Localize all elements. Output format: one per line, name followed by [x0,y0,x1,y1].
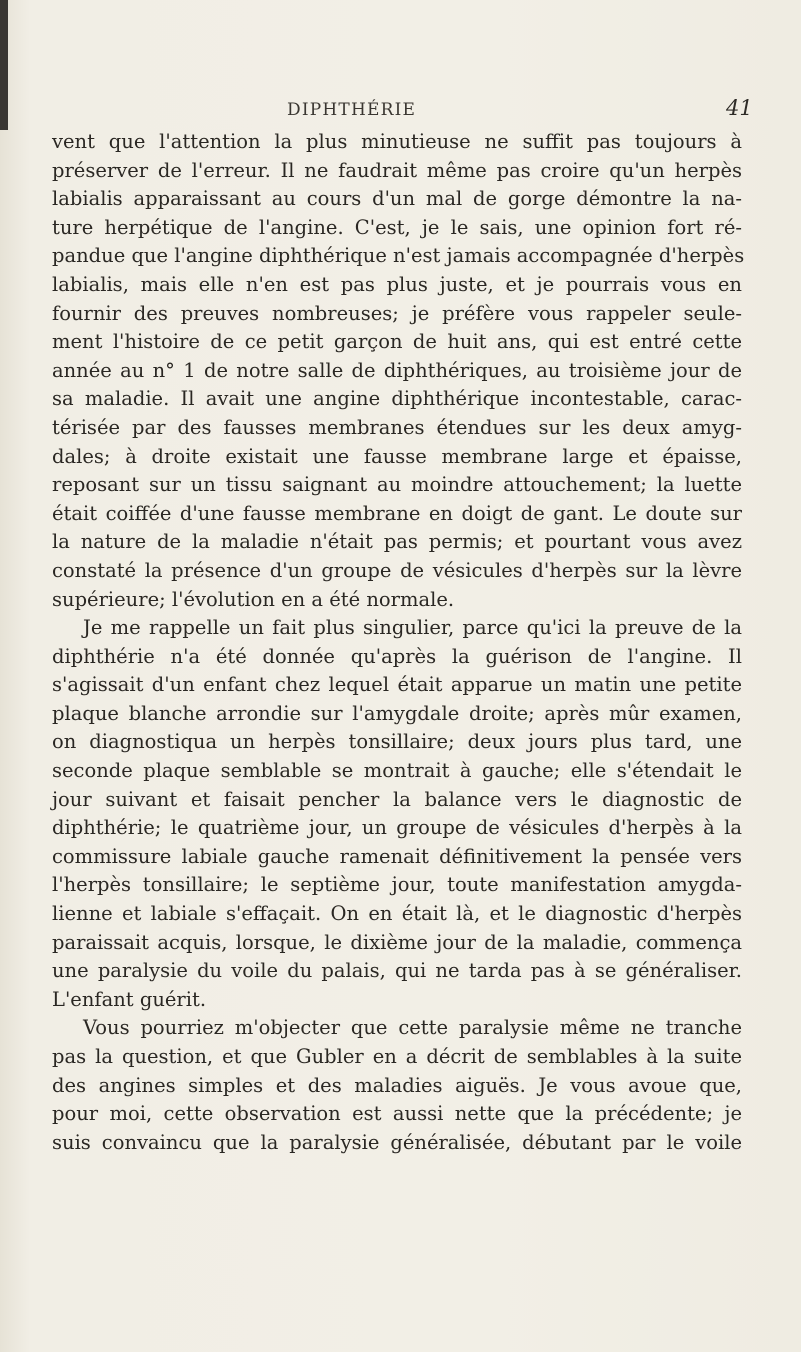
text-line: diphthérie n'a été donnée qu'après la guérison de l'angine. Il [52,644,742,668]
text-line: labialis, mais elle n'en est pas plus juste, et je pourrais vous en [52,272,742,296]
page-number: 41 [726,96,753,120]
text-line: vent que l'attention la plus minutieuse ne suffit pas toujours à [52,130,742,153]
text-line: reposant sur un tissu saignant au moindre attouchement; la luette [52,473,742,497]
text-line: térisée par des fausses membranes étendues sur les deux amyg- [52,415,742,439]
text-line: suis convaincu que la paralysie généralisée, débutant par le voile [52,1130,742,1154]
text-line: s'agissait d'un enfant chez lequel était apparue un matin une petite [52,673,742,697]
body-text [52,128,745,1157]
text-line: année au n° 1 de notre salle de diphthériques, au troisième jour de [52,358,742,382]
running-title: DIPHTHÉRIE [287,100,417,120]
text-line: lienne et labiale s'effaçait. On en était là, et le diagnostic d'herpès [52,902,742,926]
text-line: des angines simples et des maladies aiguës. Je vous avoue que, [52,1073,742,1097]
text-line: commissure labiale gauche ramenait définitivement la pensée vers [52,844,742,868]
text-line: fournir des preuves nombreuses; je préfère vous rappeler seule- [52,301,742,325]
text-line: plaque blanche arrondie sur l'amygdale droite; après mûr examen, [52,701,742,725]
text-line: ture herpétique de l'angine. C'est, je le sais, une opinion fort ré- [52,215,742,239]
text-line: L'enfant guérit. [52,987,207,1011]
text-line: pandue que l'angine diphthérique n'est jamais accompagnée d'herpès [52,244,745,268]
text-line: Vous pourriez m'objecter que cette paralysie même ne tranche [83,1016,742,1040]
text-line: diphthérie; le quatrième jour, un groupe de vésicules d'herpès à la [52,816,742,840]
text-line: était coiffée d'une fausse membrane en doigt de gant. Le doute sur [52,501,742,525]
text-line: on diagnostiqua un herpès tonsillaire; deux jours plus tard, une [52,730,742,754]
text-line: la nature de la maladie n'était pas permis; et pourtant vous avez [52,530,742,554]
text-line: sa maladie. Il avait une angine diphthérique incontestable, carac- [52,387,742,411]
text-line: ment l'histoire de ce petit garçon de huit ans, qui est entré cette [52,330,742,354]
text-line: l'herpès tonsillaire; le septième jour, toute manifestation amygda- [52,873,742,897]
text-line: pour moi, cette observation est aussi nette que la précédente; je [52,1102,742,1126]
text-line: supérieure; l'évolution en a été normale. [52,587,455,611]
text-line: dales; à droite existait une fausse membrane large et épaisse, [52,444,742,468]
text-line: préserver de l'erreur. Il ne faudrait même pas croire qu'un herpès [52,158,742,182]
text-line: labialis apparaissant au cours d'un mal de gorge démontre la na- [52,187,742,211]
text-line: paraissait acquis, lorsque, le dixième jour de la maladie, commença [52,930,742,954]
text-line: pas la question, et que Gubler en a décrit de semblables à la suite [52,1045,742,1068]
text-line: Je me rappelle un fait plus singulier, parce qu'ici la preuve de la [83,616,742,640]
text-line: constaté la présence d'un groupe de vésicules d'herpès sur la lèvre [52,558,742,582]
text-line: jour suivant et faisait pencher la balance vers le diagnostic de [52,787,742,811]
text-line: seconde plaque semblable se montrait à gauche; elle s'étendait le [52,759,742,783]
text-line: une paralysie du voile du palais, qui ne tarda pas à se généraliser. [52,959,742,983]
page-header [0,96,801,126]
